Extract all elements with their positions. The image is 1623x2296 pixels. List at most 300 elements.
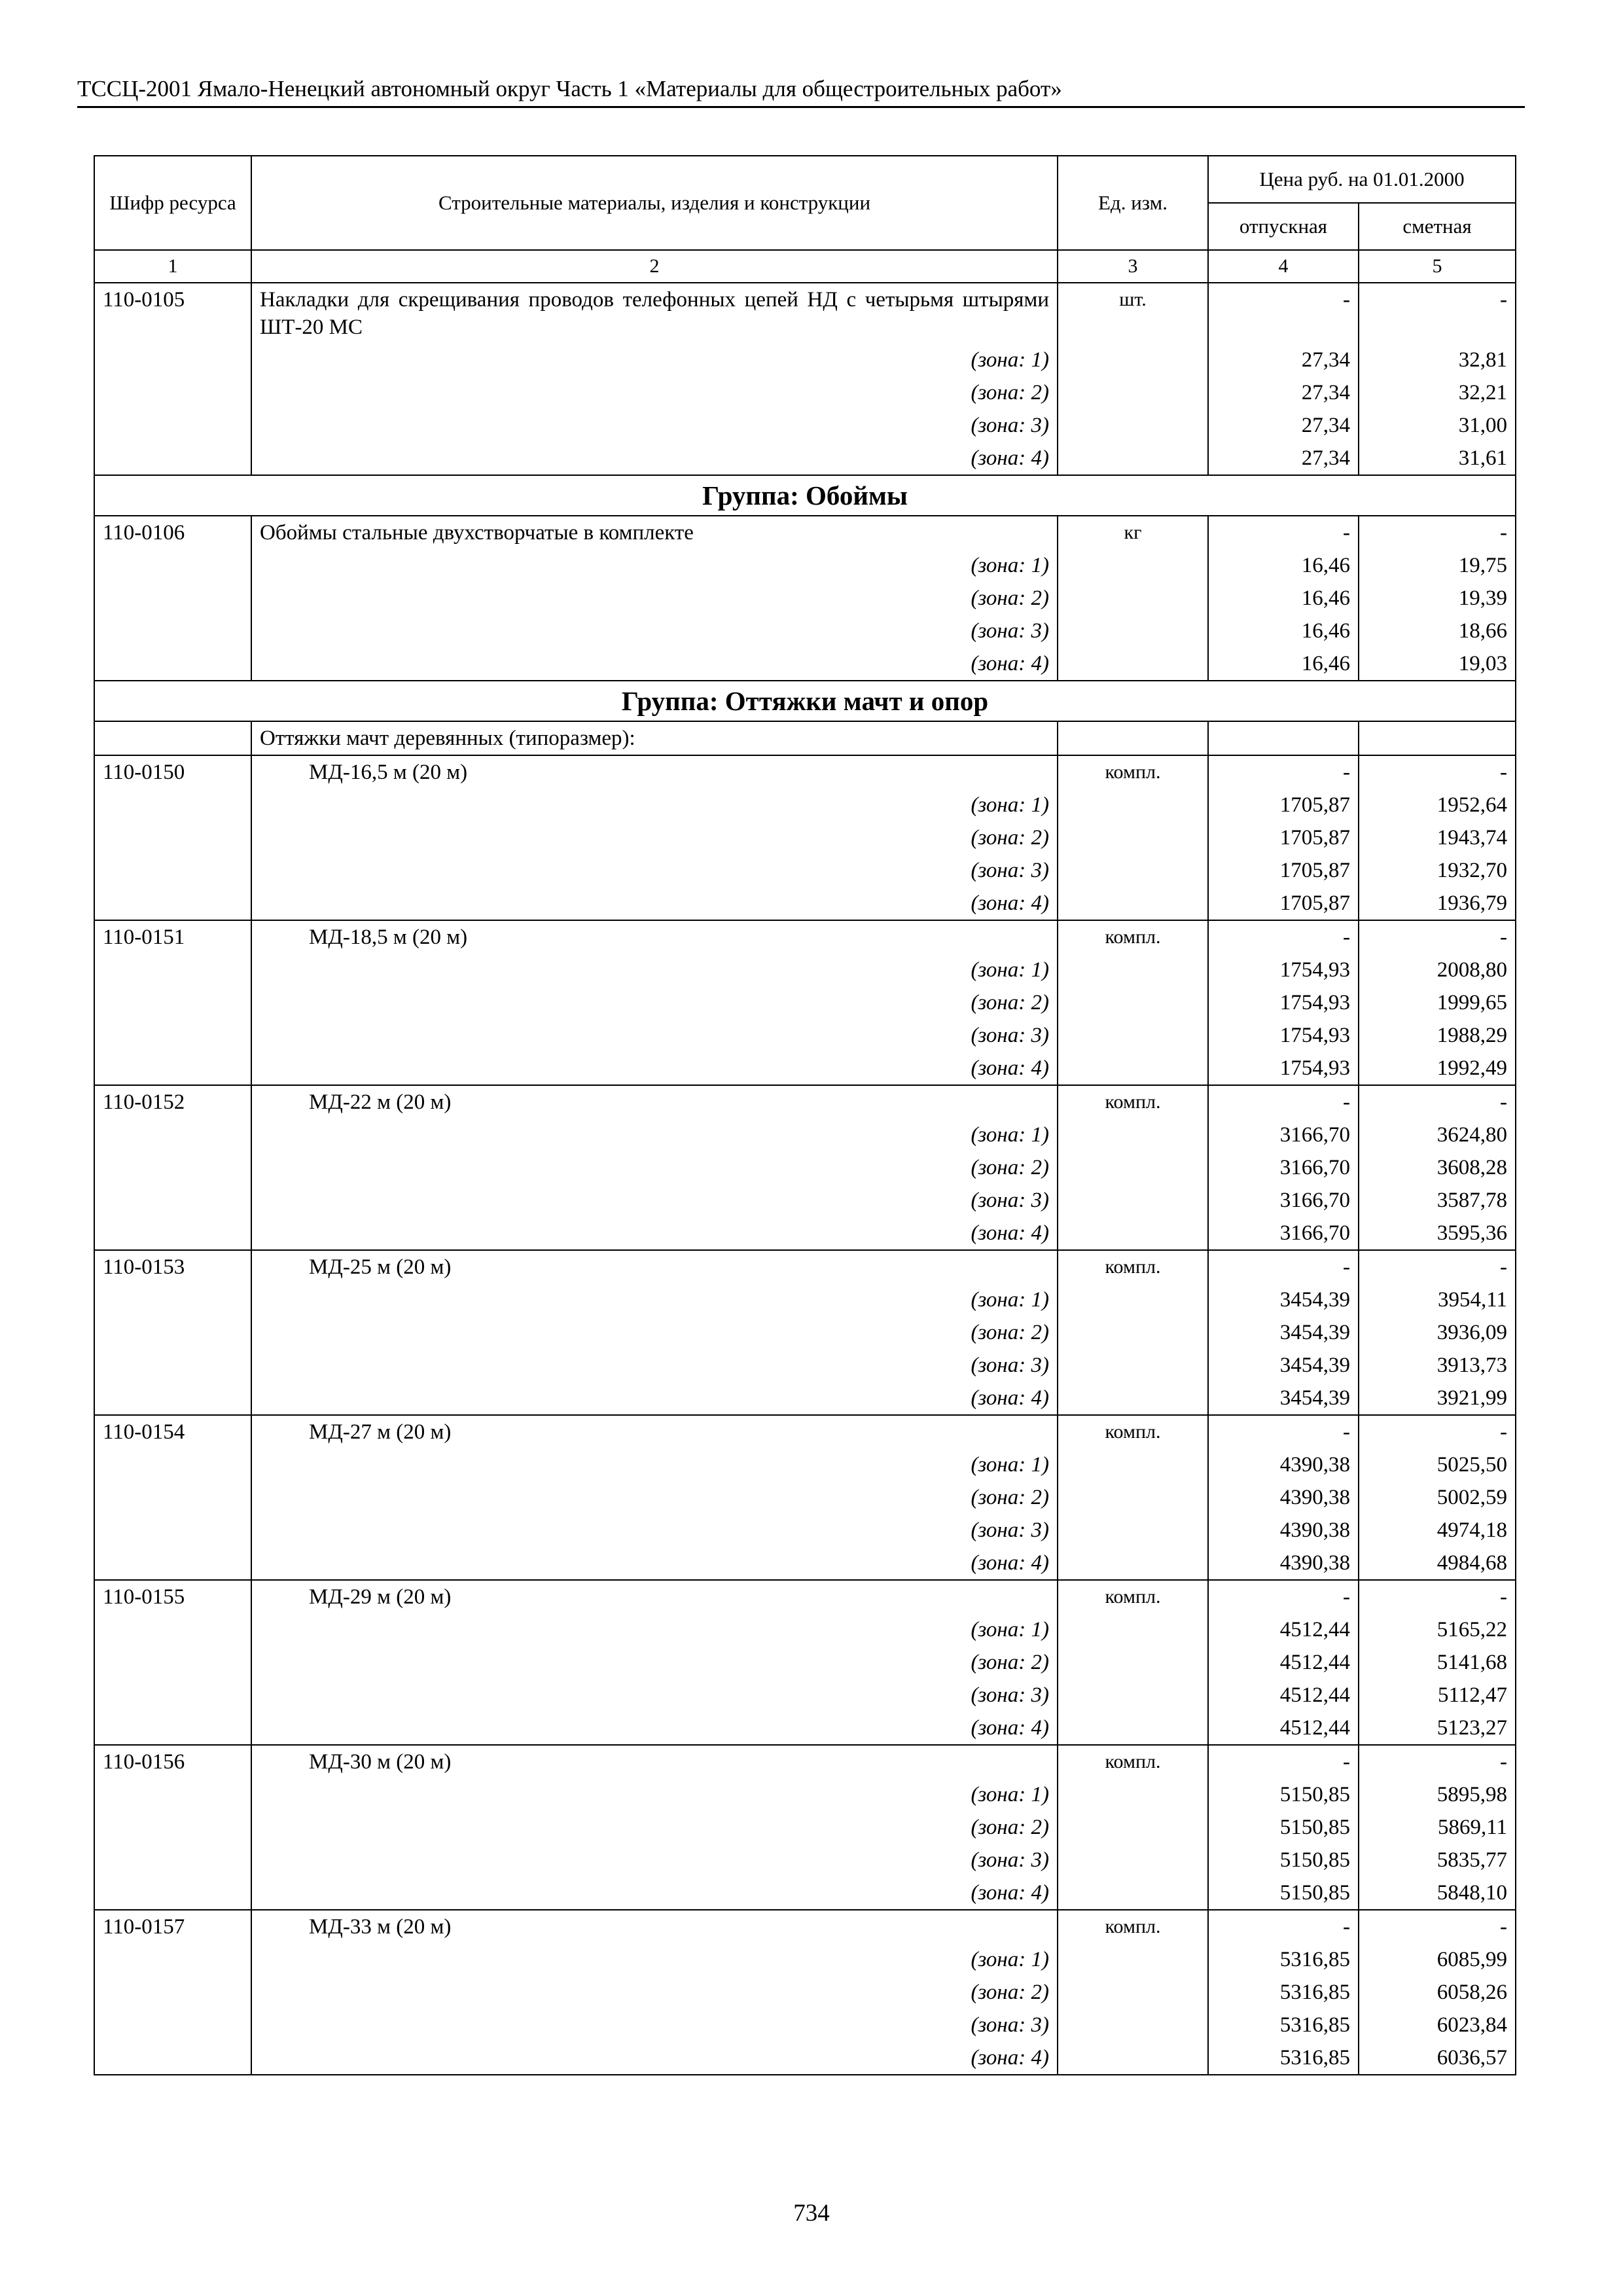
zone-row (94, 1316, 1516, 1349)
zone-unit-cell (1058, 986, 1208, 1019)
zone-code-cell (94, 442, 251, 475)
release-price: 4390,38 (1208, 1547, 1359, 1580)
estimate-price: 32,81 (1359, 344, 1516, 376)
unit-of-measure: компл. (1058, 1415, 1208, 1448)
price-table-wrap (94, 155, 1515, 2075)
zone-unit-cell (1058, 1283, 1208, 1316)
zone-unit-cell (1058, 1679, 1208, 1712)
zone-row (94, 1151, 1516, 1184)
estimate-price: 3954,11 (1359, 1283, 1516, 1316)
release-price: 3166,70 (1208, 1217, 1359, 1250)
zone-unit-cell (1058, 1514, 1208, 1547)
column-number: 4 (1208, 250, 1359, 283)
zone-unit-cell (1058, 1217, 1208, 1250)
zone-code-cell (94, 1679, 251, 1712)
material-name: Обоймы стальные двухстворчатые в комплекте (260, 521, 694, 545)
zone-row (94, 647, 1516, 681)
table-row (94, 920, 1516, 954)
resource-code: 110-0155 (94, 1580, 251, 1613)
zone-unit-cell (1058, 615, 1208, 647)
release-price: 16,46 (1208, 615, 1359, 647)
zone-label: (зона: 3) (251, 1679, 1058, 1712)
group-row (94, 681, 1516, 721)
resource-code: 110-0151 (94, 920, 251, 954)
zone-label: (зона: 3) (251, 1514, 1058, 1547)
column-number: 3 (1058, 250, 1208, 283)
zone-row (94, 615, 1516, 647)
table-row (94, 1745, 1516, 1778)
zone-row (94, 1382, 1516, 1415)
material-name: МД-18,5 м (20 м) (309, 925, 468, 949)
release-price: 27,34 (1208, 344, 1359, 376)
estimate-price: 6085,99 (1359, 1943, 1516, 1976)
zone-row (94, 1613, 1516, 1646)
estimate-price-dash: - (1359, 1910, 1516, 1943)
estimate-price: 5002,59 (1359, 1481, 1516, 1514)
zone-label: (зона: 4) (251, 1547, 1058, 1580)
zone-label: (зона: 2) (251, 1811, 1058, 1844)
zone-label: (зона: 3) (251, 2009, 1058, 2041)
zone-code-cell (94, 582, 251, 615)
resource-code: 110-0153 (94, 1250, 251, 1283)
subheader-text: Оттяжки мачт деревянных (типоразмер): (251, 721, 1058, 755)
zone-code-cell (94, 1151, 251, 1184)
zone-row (94, 1876, 1516, 1910)
zone-unit-cell (1058, 789, 1208, 821)
unit-of-measure: компл. (1058, 1580, 1208, 1613)
zone-row (94, 1712, 1516, 1745)
zone-label: (зона: 3) (251, 1349, 1058, 1382)
material-name-cell (251, 1415, 1058, 1448)
release-price: 5150,85 (1208, 1778, 1359, 1811)
zone-code-cell (94, 1547, 251, 1580)
zone-label: (зона: 3) (251, 1844, 1058, 1876)
zone-row (94, 1811, 1516, 1844)
zone-code-cell (94, 549, 251, 582)
zone-row (94, 1547, 1516, 1580)
zone-code-cell (94, 1119, 251, 1151)
table-row (94, 1085, 1516, 1119)
zone-row (94, 549, 1516, 582)
zone-code-cell (94, 376, 251, 409)
material-name-cell (251, 920, 1058, 954)
zone-row (94, 582, 1516, 615)
release-price-dash: - (1208, 755, 1359, 789)
zone-row (94, 1119, 1516, 1151)
zone-label: (зона: 1) (251, 1283, 1058, 1316)
release-price: 4390,38 (1208, 1448, 1359, 1481)
estimate-price: 19,39 (1359, 582, 1516, 615)
zone-row (94, 954, 1516, 986)
estimate-price: 1988,29 (1359, 1019, 1516, 1052)
material-name-cell (251, 755, 1058, 789)
zone-unit-cell (1058, 647, 1208, 681)
zone-label: (зона: 3) (251, 409, 1058, 442)
zone-code-cell (94, 647, 251, 681)
estimate-price: 3608,28 (1359, 1151, 1516, 1184)
zone-unit-cell (1058, 1811, 1208, 1844)
estimate-price: 19,03 (1359, 647, 1516, 681)
estimate-price: 2008,80 (1359, 954, 1516, 986)
release-price: 16,46 (1208, 549, 1359, 582)
release-price: 3166,70 (1208, 1151, 1359, 1184)
zone-code-cell (94, 1184, 251, 1217)
zone-unit-cell (1058, 1976, 1208, 2009)
zone-row (94, 789, 1516, 821)
zone-row (94, 1448, 1516, 1481)
release-price: 4390,38 (1208, 1481, 1359, 1514)
zone-unit-cell (1058, 1943, 1208, 1976)
zone-unit-cell (1058, 1019, 1208, 1052)
subheader-row (94, 721, 1516, 755)
estimate-price: 19,75 (1359, 549, 1516, 582)
zone-label: (зона: 4) (251, 1876, 1058, 1910)
estimate-price-dash: - (1359, 516, 1516, 549)
zone-unit-cell (1058, 1613, 1208, 1646)
zone-label: (зона: 2) (251, 376, 1058, 409)
estimate-price-dash: - (1359, 1580, 1516, 1613)
unit-of-measure: компл. (1058, 755, 1208, 789)
estimate-price: 6058,26 (1359, 1976, 1516, 2009)
col-header-price: Цена руб. на 01.01.2000 (1208, 156, 1516, 203)
release-price: 1754,93 (1208, 1019, 1359, 1052)
column-number: 1 (94, 250, 251, 283)
zone-label: (зона: 3) (251, 1184, 1058, 1217)
estimate-price: 6023,84 (1359, 2009, 1516, 2041)
zone-row (94, 1514, 1516, 1547)
zone-code-cell (94, 1778, 251, 1811)
estimate-price: 31,00 (1359, 409, 1516, 442)
material-name-cell (251, 1250, 1058, 1283)
zone-code-cell (94, 2009, 251, 2041)
release-price: 5150,85 (1208, 1844, 1359, 1876)
zone-unit-cell (1058, 1382, 1208, 1415)
table-body (94, 250, 1516, 2075)
zone-unit-cell (1058, 1184, 1208, 1217)
estimate-price-dash: - (1359, 920, 1516, 954)
release-price: 5316,85 (1208, 1976, 1359, 2009)
release-price-dash: - (1208, 1415, 1359, 1448)
zone-label: (зона: 2) (251, 986, 1058, 1019)
estimate-price: 5835,77 (1359, 1844, 1516, 1876)
release-price: 4512,44 (1208, 1679, 1359, 1712)
zone-label: (зона: 4) (251, 887, 1058, 920)
zone-row (94, 1481, 1516, 1514)
zone-row (94, 1679, 1516, 1712)
zone-row (94, 1052, 1516, 1085)
zone-code-cell (94, 1613, 251, 1646)
zone-code-cell (94, 1976, 251, 2009)
zone-code-cell (94, 854, 251, 887)
zone-code-cell (94, 1349, 251, 1382)
page-number: 734 (793, 2200, 830, 2227)
zone-row (94, 2041, 1516, 2075)
table-row (94, 1250, 1516, 1283)
zone-code-cell (94, 615, 251, 647)
zone-code-cell (94, 1811, 251, 1844)
zone-unit-cell (1058, 582, 1208, 615)
release-price: 1705,87 (1208, 887, 1359, 920)
subheader-unit-cell (1058, 721, 1208, 755)
release-price: 5316,85 (1208, 2041, 1359, 2075)
table-row (94, 1910, 1516, 1943)
unit-of-measure: кг (1058, 516, 1208, 549)
zone-row (94, 2009, 1516, 2041)
estimate-price: 6036,57 (1359, 2041, 1516, 2075)
zone-unit-cell (1058, 344, 1208, 376)
zone-row (94, 1943, 1516, 1976)
estimate-price: 1943,74 (1359, 821, 1516, 854)
material-name-cell (251, 1745, 1058, 1778)
material-name: МД-30 м (20 м) (309, 1750, 452, 1774)
release-price-dash: - (1208, 283, 1359, 344)
release-price: 16,46 (1208, 647, 1359, 681)
zone-unit-cell (1058, 1448, 1208, 1481)
release-price: 1705,87 (1208, 821, 1359, 854)
release-price-dash: - (1208, 1910, 1359, 1943)
estimate-price: 3936,09 (1359, 1316, 1516, 1349)
zone-unit-cell (1058, 2009, 1208, 2041)
zone-unit-cell (1058, 821, 1208, 854)
estimate-price: 5141,68 (1359, 1646, 1516, 1679)
zone-label: (зона: 3) (251, 615, 1058, 647)
zone-unit-cell (1058, 1547, 1208, 1580)
zone-label: (зона: 2) (251, 1976, 1058, 2009)
zone-unit-cell (1058, 1876, 1208, 1910)
zone-row (94, 1778, 1516, 1811)
release-price: 27,34 (1208, 376, 1359, 409)
material-name-cell (251, 1085, 1058, 1119)
release-price-dash: - (1208, 1745, 1359, 1778)
estimate-price: 4984,68 (1359, 1547, 1516, 1580)
estimate-price: 4974,18 (1359, 1514, 1516, 1547)
unit-of-measure: компл. (1058, 1250, 1208, 1283)
zone-unit-cell (1058, 854, 1208, 887)
zone-row (94, 821, 1516, 854)
release-price: 5150,85 (1208, 1811, 1359, 1844)
zone-row (94, 442, 1516, 475)
estimate-price-dash: - (1359, 755, 1516, 789)
material-name: МД-33 м (20 м) (309, 1915, 452, 1939)
estimate-price: 5025,50 (1359, 1448, 1516, 1481)
zone-code-cell (94, 789, 251, 821)
material-name: МД-29 м (20 м) (309, 1585, 452, 1609)
zone-label: (зона: 4) (251, 1217, 1058, 1250)
zone-label: (зона: 1) (251, 549, 1058, 582)
release-price-dash: - (1208, 1580, 1359, 1613)
release-price: 1754,93 (1208, 954, 1359, 986)
zone-code-cell (94, 1481, 251, 1514)
zone-row (94, 344, 1516, 376)
estimate-price: 3921,99 (1359, 1382, 1516, 1415)
zone-code-cell (94, 1283, 251, 1316)
unit-of-measure: компл. (1058, 1745, 1208, 1778)
col-header-name: Строительные материалы, изделия и конструкции (251, 156, 1058, 250)
zone-unit-cell (1058, 1844, 1208, 1876)
zone-code-cell (94, 986, 251, 1019)
zone-code-cell (94, 2041, 251, 2075)
release-price: 3454,39 (1208, 1283, 1359, 1316)
zone-row (94, 376, 1516, 409)
release-price: 1754,93 (1208, 1052, 1359, 1085)
resource-code: 110-0152 (94, 1085, 251, 1119)
estimate-price: 31,61 (1359, 442, 1516, 475)
zone-label: (зона: 2) (251, 582, 1058, 615)
price-table (94, 155, 1516, 2075)
release-price-dash: - (1208, 1250, 1359, 1283)
release-price: 5316,85 (1208, 1943, 1359, 1976)
zone-unit-cell (1058, 442, 1208, 475)
zone-label: (зона: 4) (251, 1382, 1058, 1415)
zone-unit-cell (1058, 1646, 1208, 1679)
zone-code-cell (94, 821, 251, 854)
zone-label: (зона: 3) (251, 1019, 1058, 1052)
zone-unit-cell (1058, 1481, 1208, 1514)
release-price-dash: - (1208, 1085, 1359, 1119)
zone-label: (зона: 2) (251, 1646, 1058, 1679)
estimate-price: 1932,70 (1359, 854, 1516, 887)
zone-unit-cell (1058, 887, 1208, 920)
zone-label: (зона: 1) (251, 789, 1058, 821)
estimate-price-dash: - (1359, 1415, 1516, 1448)
estimate-price-dash: - (1359, 1085, 1516, 1119)
release-price: 1705,87 (1208, 854, 1359, 887)
zone-code-cell (94, 887, 251, 920)
zone-row (94, 1283, 1516, 1316)
column-number: 2 (251, 250, 1058, 283)
document-header (77, 72, 1525, 108)
table-row (94, 1580, 1516, 1613)
zone-code-cell (94, 1316, 251, 1349)
column-number: 5 (1359, 250, 1516, 283)
table-row (94, 516, 1516, 549)
estimate-price: 5848,10 (1359, 1876, 1516, 1910)
resource-code: 110-0154 (94, 1415, 251, 1448)
zone-code-cell (94, 1646, 251, 1679)
resource-code: 110-0106 (94, 516, 251, 549)
column-number-row (94, 250, 1516, 283)
zone-label: (зона: 4) (251, 1052, 1058, 1085)
unit-of-measure: компл. (1058, 920, 1208, 954)
release-price-dash: - (1208, 516, 1359, 549)
zone-unit-cell (1058, 1349, 1208, 1382)
table-row (94, 755, 1516, 789)
release-price: 3166,70 (1208, 1184, 1359, 1217)
zone-unit-cell (1058, 409, 1208, 442)
material-name: МД-16,5 м (20 м) (309, 761, 468, 784)
group-title: Группа: Обоймы (94, 475, 1516, 516)
estimate-price: 1992,49 (1359, 1052, 1516, 1085)
zone-unit-cell (1058, 954, 1208, 986)
zone-code-cell (94, 1514, 251, 1547)
zone-row (94, 854, 1516, 887)
zone-label: (зона: 2) (251, 1316, 1058, 1349)
zone-code-cell (94, 1876, 251, 1910)
zone-unit-cell (1058, 1778, 1208, 1811)
zone-row (94, 1646, 1516, 1679)
zone-row (94, 887, 1516, 920)
estimate-price: 1936,79 (1359, 887, 1516, 920)
zone-label: (зона: 1) (251, 1778, 1058, 1811)
estimate-price: 32,21 (1359, 376, 1516, 409)
release-price: 3454,39 (1208, 1382, 1359, 1415)
group-row (94, 475, 1516, 516)
zone-row (94, 1349, 1516, 1382)
release-price: 4512,44 (1208, 1712, 1359, 1745)
unit-of-measure: компл. (1058, 1085, 1208, 1119)
zone-unit-cell (1058, 1316, 1208, 1349)
zone-row (94, 1184, 1516, 1217)
release-price: 3454,39 (1208, 1349, 1359, 1382)
resource-code: 110-0156 (94, 1745, 251, 1778)
release-price: 3166,70 (1208, 1119, 1359, 1151)
subheader-code-cell (94, 721, 251, 755)
release-price: 4390,38 (1208, 1514, 1359, 1547)
zone-code-cell (94, 1712, 251, 1745)
col-header-unit: Ед. изм. (1058, 156, 1208, 250)
zone-code-cell (94, 344, 251, 376)
estimate-price: 3913,73 (1359, 1349, 1516, 1382)
estimate-price: 5123,27 (1359, 1712, 1516, 1745)
material-name-cell (251, 516, 1058, 549)
estimate-price-dash: - (1359, 283, 1516, 344)
zone-label: (зона: 1) (251, 1448, 1058, 1481)
estimate-price: 5869,11 (1359, 1811, 1516, 1844)
release-price: 16,46 (1208, 582, 1359, 615)
zone-unit-cell (1058, 1151, 1208, 1184)
unit-of-measure: шт. (1058, 283, 1208, 344)
document-title: ТССЦ-2001 Ямало-Ненецкий автономный округ Часть 1 «Материалы для общестроительных работ» (77, 76, 1062, 101)
release-price: 1754,93 (1208, 986, 1359, 1019)
col-header-code: Шифр ресурса (94, 156, 251, 250)
zone-label: (зона: 4) (251, 647, 1058, 681)
zone-code-cell (94, 1217, 251, 1250)
release-price-dash: - (1208, 920, 1359, 954)
group-title: Группа: Оттяжки мачт и опор (94, 681, 1516, 721)
zone-row (94, 1976, 1516, 2009)
zone-label: (зона: 2) (251, 1481, 1058, 1514)
zone-label: (зона: 1) (251, 344, 1058, 376)
release-price: 27,34 (1208, 442, 1359, 475)
zone-row (94, 1019, 1516, 1052)
resource-code: 110-0157 (94, 1910, 251, 1943)
material-name: Накладки для скрещивания проводов телефонных цепей НД с четырьмя штырями ШТ-20 МС (260, 288, 1049, 339)
estimate-price: 5165,22 (1359, 1613, 1516, 1646)
estimate-price: 1999,65 (1359, 986, 1516, 1019)
zone-label: (зона: 2) (251, 821, 1058, 854)
release-price: 4512,44 (1208, 1646, 1359, 1679)
subheader-release-cell (1208, 721, 1359, 755)
estimate-price: 3587,78 (1359, 1184, 1516, 1217)
release-price: 1705,87 (1208, 789, 1359, 821)
table-row (94, 1415, 1516, 1448)
zone-row (94, 986, 1516, 1019)
zone-label: (зона: 2) (251, 1151, 1058, 1184)
zone-code-cell (94, 1448, 251, 1481)
zone-code-cell (94, 1382, 251, 1415)
zone-unit-cell (1058, 376, 1208, 409)
zone-code-cell (94, 1052, 251, 1085)
release-price: 5316,85 (1208, 2009, 1359, 2041)
resource-code: 110-0105 (94, 283, 251, 344)
zone-code-cell (94, 409, 251, 442)
zone-label: (зона: 4) (251, 442, 1058, 475)
estimate-price-dash: - (1359, 1250, 1516, 1283)
zone-unit-cell (1058, 1119, 1208, 1151)
zone-unit-cell (1058, 2041, 1208, 2075)
zone-label: (зона: 1) (251, 954, 1058, 986)
zone-label: (зона: 3) (251, 854, 1058, 887)
